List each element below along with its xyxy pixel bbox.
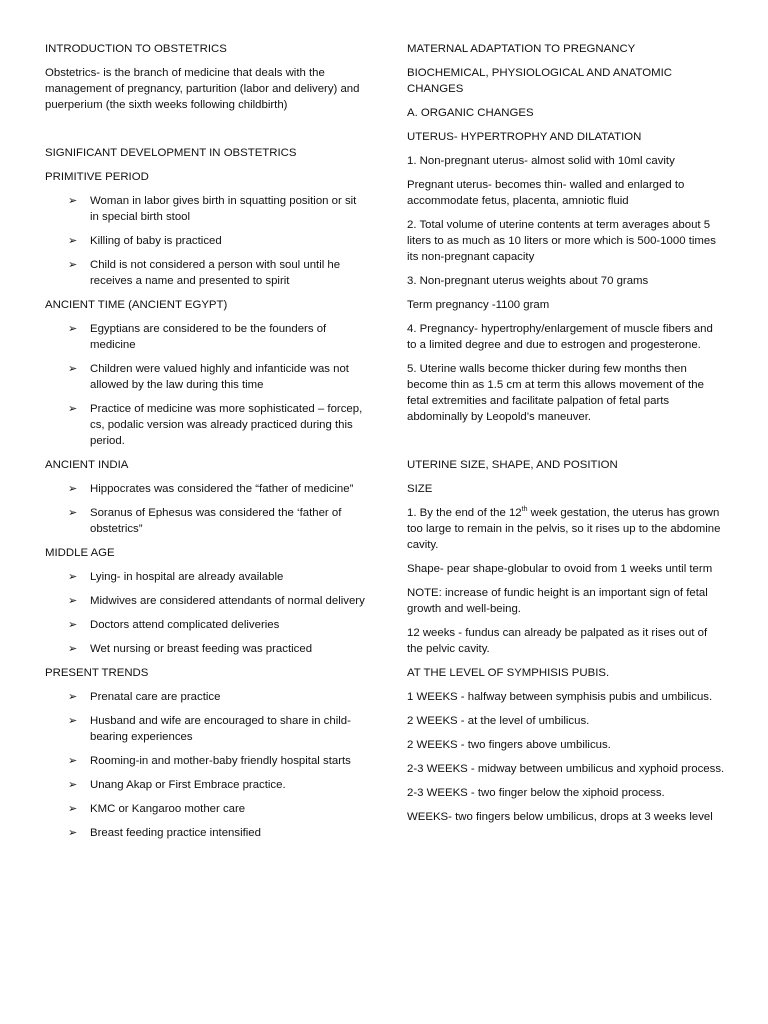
size-label: SIZE xyxy=(407,483,433,495)
section-title-ancient-egypt: ANCIENT TIME (ANCIENT EGYPT) xyxy=(45,299,228,311)
list-item: ➢ Husband and wife are encouraged to share in child-bearing experiences xyxy=(68,715,351,743)
list-item: ➢ Soranus of Ephesus was considered the ‘father of obstetrics” xyxy=(68,507,342,535)
arrow-bullet-icon: ➢ xyxy=(68,595,78,607)
paragraph: AT THE LEVEL OF SYMPHISIS PUBIS. xyxy=(407,667,610,679)
list-item: ➢ Doctors attend complicated deliveries xyxy=(68,619,280,631)
paragraph: 2-3 WEEKS - two finger below the xiphoid process. xyxy=(407,787,665,799)
arrow-bullet-icon: ➢ xyxy=(68,715,78,727)
list-item: ➢ Egyptians are considered to be the founders of medicine xyxy=(68,323,327,351)
arrow-bullet-icon: ➢ xyxy=(68,571,78,583)
arrow-bullet-icon: ➢ xyxy=(68,779,78,791)
paragraph: 1 WEEKS - halfway between symphisis pubis and umbilicus. xyxy=(407,691,713,703)
intro-text: Obstetrics- is the branch of medicine that deals with the management of pregnancy, parturition (labor and delivery) and puerperium (the sixth weeks following childbirth) xyxy=(45,67,360,111)
paragraph: 5. Uterine walls become thicker during few months then become thin as 1.5 cm at term this allows movement of the fetal extremities and facilitate palpation of fetal parts abdominally by Leopold’s maneuver. xyxy=(407,363,704,423)
paragraph: 12 weeks - fundus can already be palpated as it rises out of the pelvic cavity. xyxy=(407,627,708,655)
bullet-list-present-trends xyxy=(45,689,365,841)
arrow-bullet-icon: ➢ xyxy=(68,691,78,703)
paragraph: Shape- pear shape-globular to ovoid from 1 weeks until term xyxy=(407,563,713,575)
intro-title: INTRODUCTION TO OBSTETRICS xyxy=(45,43,227,55)
section-title-ancient-india: ANCIENT INDIA xyxy=(45,459,129,471)
arrow-bullet-icon: ➢ xyxy=(68,323,78,335)
paragraph: 2 WEEKS - two fingers above umbilicus. xyxy=(407,739,611,751)
section-title-middle-age: MIDDLE AGE xyxy=(45,547,115,559)
arrow-bullet-icon: ➢ xyxy=(68,403,78,415)
arrow-bullet-icon: ➢ xyxy=(68,259,78,271)
list-item: ➢ Rooming-in and mother-baby friendly hospital starts xyxy=(68,755,351,767)
list-item: ➢ Child is not considered a person with soul until he receives a name and presented to spirit xyxy=(68,259,341,287)
arrow-bullet-icon: ➢ xyxy=(68,483,78,495)
bullet-list-middle-age xyxy=(45,569,365,657)
list-item: ➢ Children were valued highly and infanticide was not allowed by the law during this time xyxy=(68,363,349,391)
list-item: ➢ Wet nursing or breast feeding was practiced xyxy=(68,643,313,655)
paragraph: 1. By the end of the 12th week gestation, the uterus has grown too large to remain in the pelvis, so it rises up to the abdomine cavity. xyxy=(407,506,721,551)
paragraph: 2-3 WEEKS - midway between umbilicus and xyphoid process. xyxy=(407,763,725,775)
list-item: ➢ Killing of baby is practiced xyxy=(68,235,222,247)
list-item: ➢ Breast feeding practice intensified xyxy=(68,827,261,839)
maternal-adaptation-title: MATERNAL ADAPTATION TO PREGNANCY xyxy=(407,43,636,55)
significant-development-title: SIGNIFICANT DEVELOPMENT IN OBSTETRICS xyxy=(45,147,297,159)
paragraph: 2 WEEKS - at the level of umbilicus. xyxy=(407,715,590,727)
list-item: ➢ Prenatal care are practice xyxy=(68,691,221,703)
list-item: ➢ Hippocrates was considered the “father of medicine” xyxy=(68,483,354,495)
section-title-primitive: PRIMITIVE PERIOD xyxy=(45,171,149,183)
list-item: ➢ Unang Akap or First Embrace practice. xyxy=(68,779,286,791)
bullet-list-ancient-egypt xyxy=(45,321,365,449)
bullet-list-primitive xyxy=(45,193,365,289)
arrow-bullet-icon: ➢ xyxy=(68,507,78,519)
bullet-list-ancient-india xyxy=(45,481,365,537)
paragraph: Pregnant uterus- becomes thin- walled and enlarged to accommodate fetus, placenta, amniotic fluid xyxy=(407,179,685,207)
note-paragraph: NOTE: increase of fundic height is an important sign of fetal growth and well-being. xyxy=(407,587,708,615)
arrow-bullet-icon: ➢ xyxy=(68,619,78,631)
paragraph: 3. Non-pregnant uterus weights about 70 grams xyxy=(407,275,649,287)
arrow-bullet-icon: ➢ xyxy=(68,827,78,839)
changes-subtitle: BIOCHEMICAL, PHYSIOLOGICAL AND ANATOMIC CHANGES xyxy=(407,67,672,95)
paragraph: 4. Pregnancy- hypertrophy/enlargement of muscle fibers and to a limited degree and due to estrogen and progesterone. xyxy=(407,323,713,351)
arrow-bullet-icon: ➢ xyxy=(68,643,78,655)
section-title-present-trends: PRESENT TRENDS xyxy=(45,667,149,679)
paragraph: WEEKS- two fingers below umbilicus, drops at 3 weeks level xyxy=(407,811,713,823)
paragraph: 1. Non-pregnant uterus- almost solid with 10ml cavity xyxy=(407,155,675,167)
paragraph: Term pregnancy -1100 gram xyxy=(407,299,550,311)
paragraph: 2. Total volume of uterine contents at term averages about 5 liters to as much as 10 liters or more which is 500-1000 times its non-pregnant capacity xyxy=(407,219,716,263)
arrow-bullet-icon: ➢ xyxy=(68,363,78,375)
arrow-bullet-icon: ➢ xyxy=(68,803,78,815)
left-column xyxy=(45,41,365,849)
list-item: ➢ KMC or Kangaroo mother care xyxy=(68,803,246,815)
list-item: ➢ Lying- in hospital are already available xyxy=(68,571,284,583)
list-item: ➢ Woman in labor gives birth in squatting position or sit in special birth stool xyxy=(68,195,357,223)
uterine-size-title: UTERINE SIZE, SHAPE, AND POSITION xyxy=(407,459,618,471)
arrow-bullet-icon: ➢ xyxy=(68,195,78,207)
right-column xyxy=(407,41,725,833)
list-item: ➢ Practice of medicine was more sophisticated – forcep, cs, podalic version was already practiced during this period. xyxy=(68,403,363,447)
uterus-heading: UTERUS- HYPERTROPHY AND DILATATION xyxy=(407,131,642,143)
organic-changes-heading: A. ORGANIC CHANGES xyxy=(407,107,534,119)
arrow-bullet-icon: ➢ xyxy=(68,235,78,247)
list-item: ➢ Midwives are considered attendants of normal delivery xyxy=(68,595,365,607)
arrow-bullet-icon: ➢ xyxy=(68,755,78,767)
